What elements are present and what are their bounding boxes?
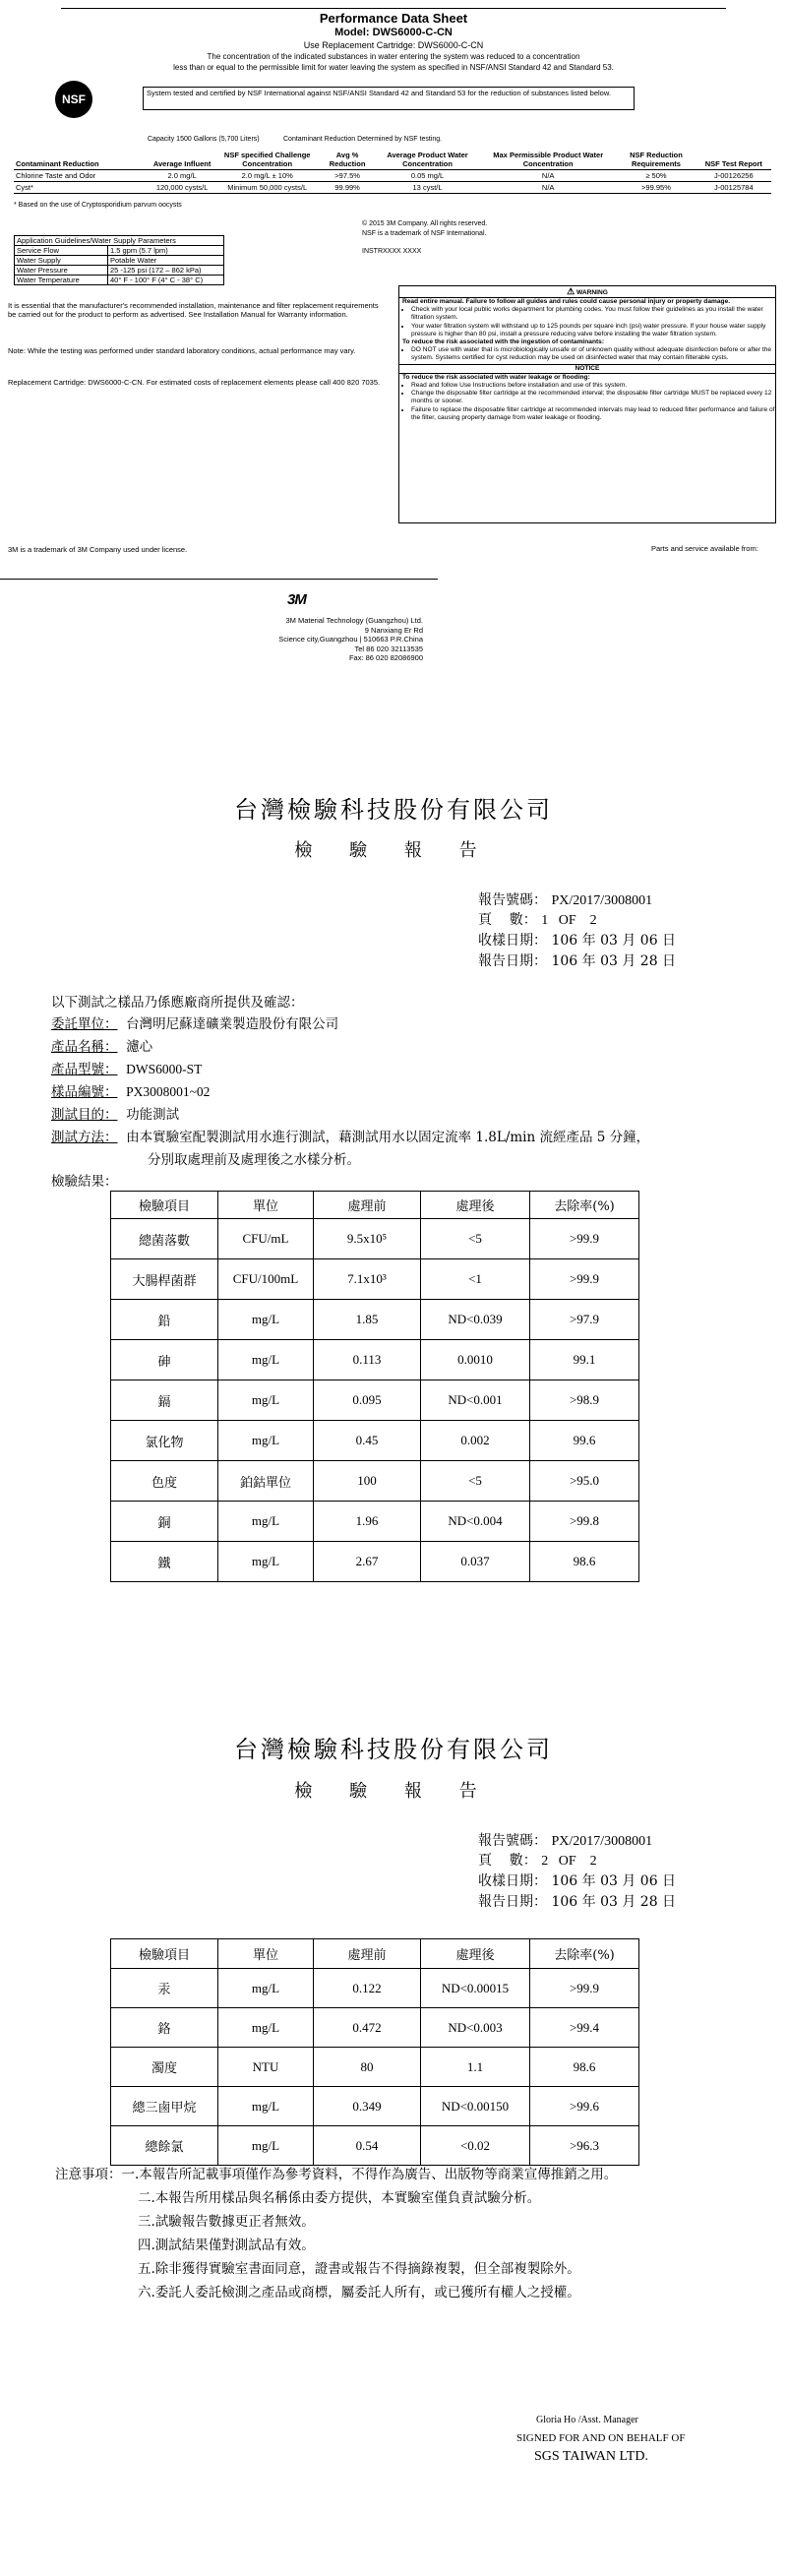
cell: 鉑鈷單位 [218,1461,314,1502]
cell: mg/L [218,2087,314,2126]
meta-row [478,889,652,909]
meta-row [478,1871,676,1890]
cell: 120,000 cysts/L [150,182,214,194]
cell: 汞 [111,1969,218,2008]
table-row [15,256,224,266]
performance-table [14,150,771,194]
cell: >99.9 [530,1219,639,1259]
cell: >99.9 [530,1259,639,1300]
cell: 0.037 [421,1542,530,1582]
cell: 1.85 [314,1300,421,1340]
sheet-model: Model: DWS6000-C-CN [334,27,453,38]
field-row [51,1080,210,1100]
3m-logo: 3M [287,591,306,608]
determined-text: Contaminant Reduction Determined by NSF testing. [283,136,443,143]
certified-text: System tested and certified by NSF International against NSF/ANSI Standard 42 and Standard 53 for the reduction of substances listed below. [147,89,611,97]
th-contaminant: Contaminant Reduction [14,150,150,170]
table-row [15,236,224,246]
received-date: 106 年 03 月 06 日 [551,933,677,949]
table-row [111,1219,639,1259]
cell: 總菌落數 [111,1219,218,1259]
cell: 25 -125 psi (172 – 862 kPa) [108,266,224,276]
field-label: 測試目的： [51,1107,118,1123]
page-count: 1 OF 2 [541,913,597,928]
cell: 0.113 [314,1340,421,1380]
cell: ND<0.00150 [421,2087,530,2126]
cell: 色度 [111,1461,218,1502]
cell: CFU/mL [218,1219,314,1259]
method-cont: 分別取處理前及處理後之水樣分析。 [148,1152,360,1168]
copyright-2: NSF is a trademark of NSF International. [362,230,487,237]
meta-label: 報告號碼： [478,892,547,908]
cell: 99.99% [320,182,375,194]
cell: mg/L [218,1380,314,1421]
cell: Cyst* [14,182,150,194]
table-row [111,2048,639,2087]
company-title-1: 台灣檢驗科技股份有限公司 [234,796,553,824]
cell: mg/L [218,1969,314,2008]
meta-label: 報告日期： [478,1894,547,1910]
th-avg-product: Average Product Water Concentration [375,150,480,170]
meta-label: 報告日期： [478,953,547,969]
capacity-text: Capacity 1500 Gallons (5,700 Liters) [148,136,260,143]
address-line: Fax: 86 020 82086900 [348,653,423,662]
results-table-1 [110,1191,639,1582]
cell: 大腸桿菌群 [111,1259,218,1300]
note-line: 三.試驗報告數據更正者無效。 [138,2214,315,2230]
th-item: 檢驗項目 [111,1939,218,1969]
table-row [111,1542,639,1582]
report-number: PX/2017/3008001 [551,1834,653,1849]
field-row [51,1103,179,1123]
cell: >99.9 [530,1969,639,2008]
report-title-1: 檢 驗 報 告 [294,840,493,861]
cell: Water Supply [15,256,108,266]
results-table-2 [110,1938,639,2166]
list-item: • Your water filtration system will withstand up to 125 pounds per square inch (psi) water pressure. If your house water supply pressure is higher than 80 psi, install a pressure reducing valve before installing the water filtration system. [411,323,775,338]
cell: 0.0010 [421,1340,530,1380]
cell: 0.002 [421,1421,530,1461]
field-value: 功能測試 [126,1107,180,1123]
cell: 0.54 [314,2126,421,2166]
report-date: 106 年 03 月 28 日 [551,1894,677,1910]
sheet-replacement: Use Replacement Cartridge: DWS6000-C-CN [303,40,484,50]
cell: mg/L [218,2008,314,2048]
cell: 鉻 [111,2008,218,2048]
table-row [111,2008,639,2048]
th-unit: 單位 [218,1192,314,1219]
notice-header: NOTICE [399,364,775,374]
field-row [51,1126,649,1145]
cell: 鉛 [111,1300,218,1340]
cell: 0.05 mg/L [375,170,480,182]
sheet-intro-1: The concentration of the indicated substances in water entering the system was reduced to a concentration [207,52,580,61]
copyright-1: © 2015 3M Company. All rights reserved. [362,220,488,227]
th-item: 檢驗項目 [111,1192,218,1219]
cell: Water Temperature [15,276,108,285]
cell: >98.9 [530,1380,639,1421]
cell: Minimum 50,000 cysts/L [214,182,320,194]
table-row [111,1340,639,1380]
cell: <5 [421,1461,530,1502]
field-label: 產品名稱： [51,1039,118,1055]
field-row [51,1035,152,1055]
cell: 2.67 [314,1542,421,1582]
th-test-report: NSF Test Report [696,150,771,170]
cell: 0.472 [314,2008,421,2048]
application-table [14,235,224,285]
cell: 0.095 [314,1380,421,1421]
received-date: 106 年 03 月 06 日 [551,1873,677,1889]
cell: 9.5x10⁵ [314,1219,421,1259]
table-row [111,1300,639,1340]
cell: mg/L [218,1421,314,1461]
table-row [111,1502,639,1542]
list-item: • DO NOT use with water that is microbiologically unsafe or of unknown quality without adequate disinfection before or after the system. Systems certified for cyst reduction may be used on disinfected water that may contain filterable cysts. [411,346,775,362]
th-avg-reduction: Avg % Reduction [320,150,375,170]
cell: mg/L [218,1542,314,1582]
cell: 銅 [111,1502,218,1542]
nsf-top-rule [61,8,726,9]
table-row [14,170,771,182]
cell: 40° F - 100° F (4° C - 38° C) [108,276,224,285]
table-row [111,1461,639,1502]
sheet-title: Performance Data Sheet [319,11,468,26]
cell: ≥ 50% [616,170,696,182]
warning-triangle-icon: ⚠ [567,286,575,296]
cell: 7.1x10³ [314,1259,421,1300]
cell: 2.0 mg/L [150,170,214,182]
field-value: 台灣明尼蘇達礦業製造股份有限公司 [126,1016,339,1032]
field-label: 委託單位： [51,1016,118,1032]
cell: ND<0.039 [421,1300,530,1340]
cell: N/A [480,182,616,194]
note-line: 注意事項：一.本報告所記載事項僅作為參考資料，不得作為廣告、出版物等商業宣傳推銷之用。 [55,2167,618,2182]
nsf-bottom-rule [0,579,438,580]
cell: N/A [480,170,616,182]
cell: 98.6 [530,2048,639,2087]
th-before: 處理前 [314,1192,421,1219]
nsf-logo-text: NSF [62,92,86,106]
instr-code: INSTRXXXX XXXX [362,248,422,255]
th-challenge: NSF specified Challenge Concentration [214,150,320,170]
meta-row [478,951,676,970]
cell: 2.0 mg/L ± 10% [214,170,320,182]
cell: 鎘 [111,1380,218,1421]
cell: Potable Water [108,256,224,266]
list-item: • Check with your local public works department for plumbing codes. You must follow their guidelines as you install the water filtration system. [411,306,775,322]
meta-label: 頁 數： [478,912,537,928]
table-row [111,1421,639,1461]
cell: >99.6 [530,2087,639,2126]
report-intro: 以下測試之樣品乃係應廠商所提供及確認： [51,995,304,1011]
warning-list [399,306,775,338]
warning-list-2 [399,346,775,362]
page-count: 2 OF 2 [541,1854,597,1869]
meta-label: 頁 數： [478,1853,537,1869]
left-note: Note: While the testing was performed under standard laboratory conditions, actual performance may vary. [8,346,356,355]
cell: >96.3 [530,2126,639,2166]
meta-row [478,1891,676,1911]
meta-row [478,909,597,929]
cell: <1 [421,1259,530,1300]
cell: 氯化物 [111,1421,218,1461]
cell: >95.0 [530,1461,639,1502]
note-line: 四.測試結果僅對測試品有效。 [138,2238,315,2253]
table-row [111,1969,639,2008]
cell: CFU/100mL [218,1259,314,1300]
address-block [197,616,423,663]
cell: Application Guidelines/Water Supply Parameters [15,236,224,246]
th-removal: 去除率(%) [530,1939,639,1969]
meta-row [478,1850,597,1870]
address-line: Science city,Guangzhou | 510663 P.R.China [278,635,423,644]
field-value: 由本實驗室配製測試用水進行測試，藉測試用水以固定流率 1.8L/min 流經產品 5 分鐘， [126,1130,650,1145]
sgs-name: SGS TAIWAN LTD. [534,2449,648,2464]
cell: Service Flow [15,246,108,256]
cell: 80 [314,2048,421,2087]
footnote: * Based on the use of Cryptosporidium parvum oocysts [14,202,182,209]
cell: ND<0.003 [421,2008,530,2048]
cell: 0.349 [314,2087,421,2126]
cell: ND<0.004 [421,1502,530,1542]
nsf-logo [55,81,92,118]
field-value: PX3008001~02 [126,1084,211,1099]
cell: mg/L [218,1502,314,1542]
field-value: 濾心 [126,1039,153,1055]
cell: ND<0.001 [421,1380,530,1421]
cell: Water Pressure [15,266,108,276]
signed-for: SIGNED FOR AND ON BEHALF OF [516,2432,686,2444]
th-after: 處理後 [421,1192,530,1219]
results-label: 檢驗結果： [51,1174,118,1190]
cell: >97.5% [320,170,375,182]
field-row [51,1012,338,1032]
cell: 1.1 [421,2048,530,2087]
cell: >99.4 [530,2008,639,2048]
warning-box [398,285,776,523]
cell: 總三鹵甲烷 [111,2087,218,2126]
parts-text: Parts and service available from: [651,544,758,553]
cell: >99.95% [616,182,696,194]
table-row [15,266,224,276]
table-row [15,246,224,256]
address-line: Tel 86 020 32113535 [354,644,423,653]
meta-label: 報告號碼： [478,1833,547,1849]
cell: 1.96 [314,1502,421,1542]
field-label: 測試方法： [51,1130,118,1145]
cell: >97.9 [530,1300,639,1340]
cell: 99.1 [530,1340,639,1380]
note-line: 二.本報告所用樣品與名稱係由委方提供，本實驗室僅負責試驗分析。 [138,2190,541,2206]
th-before: 處理前 [314,1939,421,1969]
trademark-text: 3M is a trademark of 3M Company used under license. [8,545,188,554]
cell: 99.6 [530,1421,639,1461]
cell: 鐵 [111,1542,218,1582]
table-row [111,1380,639,1421]
table-header-row [111,1939,639,1969]
report-title-2: 檢 驗 報 告 [294,1781,493,1802]
cell: J-00125784 [696,182,771,194]
company-title-2: 台灣檢驗科技股份有限公司 [234,1736,553,1763]
cell: 砷 [111,1340,218,1380]
cell: NTU [218,2048,314,2087]
cell: 0.45 [314,1421,421,1461]
report-date: 106 年 03 月 28 日 [551,953,677,969]
cell: mg/L [218,1300,314,1340]
report-number: PX/2017/3008001 [551,893,653,908]
table-row [14,182,771,194]
cell: 98.6 [530,1542,639,1582]
left-para-1: It is essential that the manufacturer's recommended installation, maintenance and filter replacement requirements be carried out for the product to perform as advertised. See Installation Manual for Warranty information. [8,301,379,319]
th-after: 處理後 [421,1939,530,1969]
note-line: 六.委託人委託檢測之產品或商標，屬委託人所有，或已獲所有權人之授權。 [138,2285,580,2300]
cell: mg/L [218,1340,314,1380]
notice-lead: To reduce the risk associated with water leakage or flooding: [402,373,590,381]
list-item: • Read and follow Use Instructions before installation and use of this system. [411,382,775,390]
cell: 100 [314,1461,421,1502]
address-line: 3M Material Technology (Guangzhou) Ltd. [285,616,423,625]
warning-lead: Read entire manual. Failure to follow all guides and rules could cause personal injury or property damage. [402,298,731,305]
cell: 13 cyst/L [375,182,480,194]
cell: 濁度 [111,2048,218,2087]
cell: 0.122 [314,1969,421,2008]
signer-name: Gloria Ho /Asst. Manager [536,2415,638,2425]
warning-header [399,286,775,298]
meta-row [478,930,676,950]
table-header-row [111,1192,639,1219]
left-para-2: Replacement Cartridge: DWS6000-C-CN. For estimated costs of replacement elements please call 400 820 7035. [8,378,381,387]
cell: mg/L [218,2126,314,2166]
th-influent: Average Influent [150,150,214,170]
list-item: • Change the disposable filter cartridge at the recommended interval; the disposable filter cartridge MUST be replaced every 12 months or sooner. [411,390,775,405]
cell: <0.02 [421,2126,530,2166]
table-row [111,1259,639,1300]
address-line: 9 Nanxiang Er Rd [364,625,423,635]
cell: ND<0.00015 [421,1969,530,2008]
table-row [111,2087,639,2126]
cell: J-00126256 [696,170,771,182]
field-row [51,1058,202,1077]
field-label: 樣品編號： [51,1084,118,1100]
sheet-intro-2: less than or equal to the permissible limit for water leaving the system as specified in NSF/ANSI Standard 42 and Standard 53. [173,63,614,72]
th-max-permissible: Max Permissible Product Water Concentration [480,150,616,170]
cell: Chlorine Taste and Odor [14,170,150,182]
meta-row [478,1830,652,1850]
cell: 1.5 gpm (5.7 lpm) [108,246,224,256]
warning-title: WARNING [576,289,608,296]
meta-label: 收樣日期： [478,1873,547,1889]
cell: <5 [421,1219,530,1259]
meta-label: 收樣日期： [478,933,547,949]
th-unit: 單位 [218,1939,314,1969]
cell: >99.8 [530,1502,639,1542]
certified-box [143,87,635,110]
cell: 總餘氯 [111,2126,218,2166]
table-row [15,276,224,285]
th-removal: 去除率(%) [530,1192,639,1219]
field-value: DWS6000-ST [126,1062,203,1076]
notice-list [399,382,775,422]
field-label: 產品型號： [51,1062,118,1077]
th-nsf-req: NSF Reduction Requirements [616,150,696,170]
note-line: 五.除非獲得實驗室書面同意，證書或報告不得摘錄複製，但全部複製除外。 [138,2261,580,2277]
warning-sub: To reduce the risk associated with the ingestion of contaminants: [402,338,605,346]
table-row [111,2126,639,2166]
list-item: • Failure to replace the disposable filter cartridge at recommended intervals may lead to reduced filter performance and failure of the filter, causing property damage from water leakage or flooding. [411,406,775,422]
